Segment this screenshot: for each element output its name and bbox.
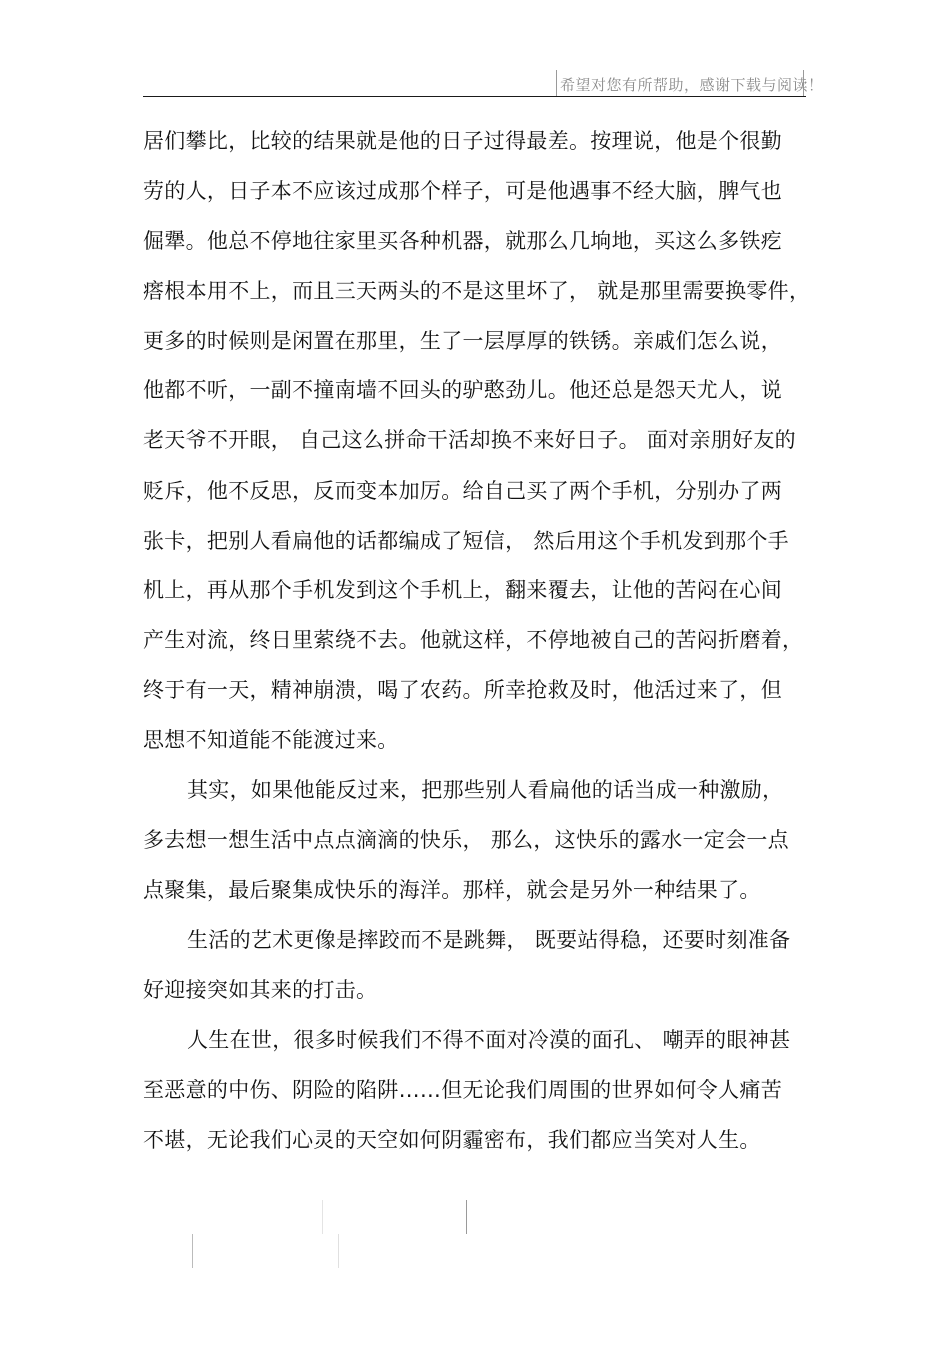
text-line: 更多的时候则是闲置在那里，生了一层厚厚的铁锈。亲戚们怎么说， (143, 329, 782, 353)
text-line: 张卡，把别人看扁他的话都编成了短信， 然后用这个手机发到那个手 (143, 529, 789, 553)
text-line: 倔犟。他总不停地往家里买各种机器，就那么几垧地，买这么多铁疙 (143, 229, 782, 253)
header-note: 希望对您有所帮助，感谢下载与阅读！ (560, 76, 824, 94)
text-line: 不堪，无论我们心灵的天空如何阴霾密布，我们都应当笑对人生。 (143, 1128, 761, 1152)
faint-divider (192, 1234, 193, 1268)
text-line: 他都不听，一副不撞南墙不回头的驴憨劲儿。他还总是怨天尤人，说 (143, 378, 782, 402)
text-line: 机上，再从那个手机发到这个手机上，翻来覆去，让他的苦闷在心间 (143, 578, 782, 602)
text-line: 思想不知道能不能渡过来。 (143, 728, 399, 752)
text-line: 多去想一想生活中点点滴滴的快乐， 那么，这快乐的露水一定会一点 (143, 828, 789, 852)
faint-divider (322, 1200, 323, 1234)
text-line: 至恶意的中伤、阴险的陷阱……但无论我们周围的世界如何令人痛苦 (143, 1078, 782, 1102)
text-line: 终于有一天，精神崩溃，喝了农药。所幸抢救及时，他活过来了，但 (143, 678, 782, 702)
header-rule (143, 96, 806, 97)
text-line: 生活的艺术更像是摔跤而不是跳舞， 既要站得稳，还要时刻准备 (187, 928, 791, 952)
text-line: 产生对流，终日里萦绕不去。他就这样，不停地被自己的苦闷折磨着， (143, 628, 804, 652)
faint-divider (466, 1200, 467, 1234)
text-line: 瘩根本用不上，而且三天两头的不是这里坏了， 就是那里需要换零件， (143, 279, 811, 303)
text-line: 人生在世，很多时候我们不得不面对冷漠的面孔、 嘲弄的眼神甚 (187, 1028, 791, 1052)
text-line: 点聚集，最后聚集成快乐的海洋。那样，就会是另外一种结果了。 (143, 878, 761, 902)
text-line: 贬斥，他不反思，反而变本加厉。给自己买了两个手机，分别办了两 (143, 479, 782, 503)
text-line: 劳的人，日子本不应该过成那个样子，可是他遇事不经大脑，脾气也 (143, 179, 782, 203)
text-line: 居们攀比，比较的结果就是他的日子过得最差。按理说，他是个很勤 (143, 129, 782, 153)
text-line: 好迎接突如其来的打击。 (143, 978, 378, 1002)
text-line: 老天爷不开眼， 自己这么拼命干活却换不来好日子。 面对亲朋好友的 (143, 428, 796, 452)
faint-divider (338, 1234, 339, 1268)
text-line: 其实，如果他能反过来，把那些别人看扁他的话当成一种激励， (187, 778, 784, 802)
